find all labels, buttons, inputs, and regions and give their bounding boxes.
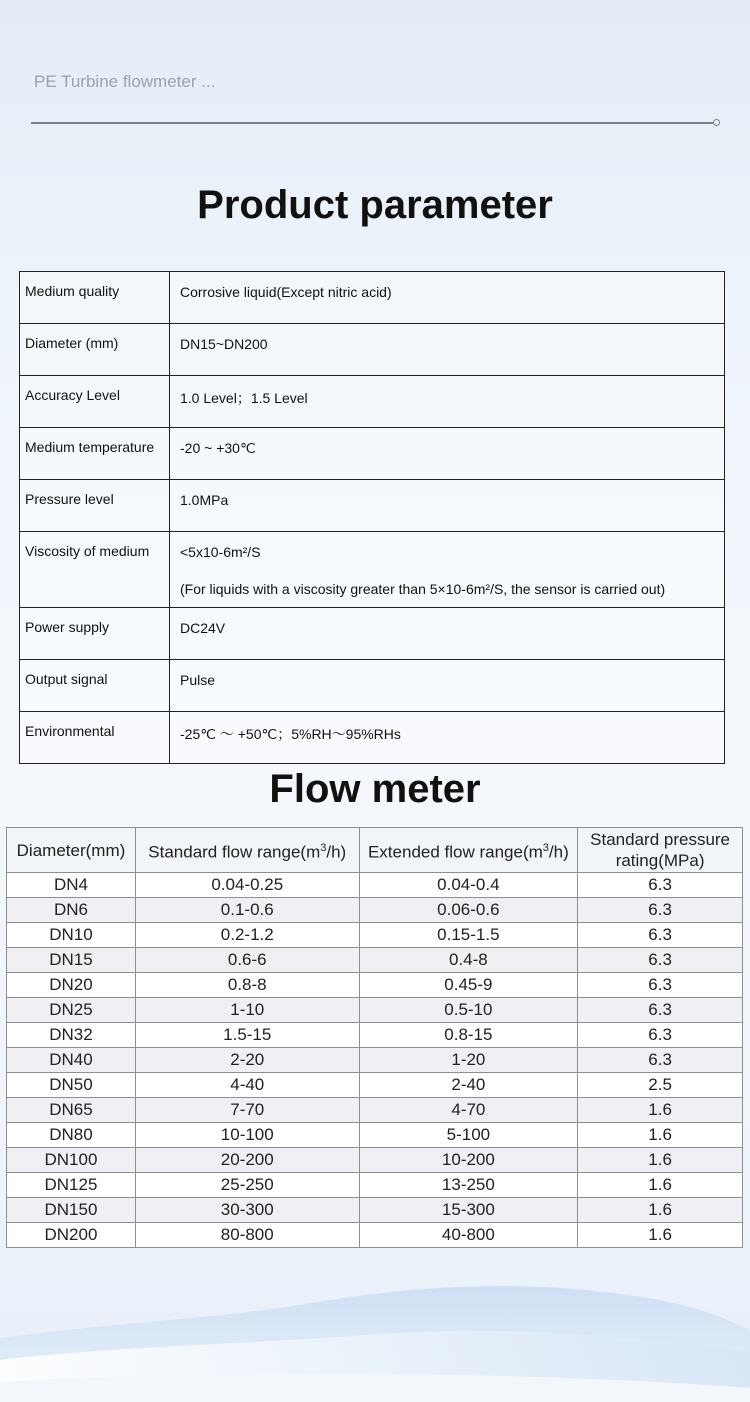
flow-meter-title: Flow meter xyxy=(269,767,481,811)
cell-pressure: 6.3 xyxy=(578,1048,743,1073)
cell-standard-flow: 30-300 xyxy=(135,1198,359,1223)
cell-diameter: DN4 xyxy=(7,873,136,898)
param-label: Power supply xyxy=(20,608,170,660)
cell-standard-flow: 1.5-15 xyxy=(135,1023,359,1048)
col-header-extended-flow: Extended flow $range(m^3/h)$ xyxy=(359,828,578,873)
param-row xyxy=(20,660,725,712)
table-row xyxy=(7,973,743,998)
cell-standard-flow: 0.8-8 xyxy=(135,973,359,998)
cell-extended-flow: 0.06-0.6 xyxy=(359,898,578,923)
product-parameter-table xyxy=(19,271,725,764)
param-value: -25℃ ～ +50℃；5%RH～95%RHs xyxy=(170,712,725,764)
param-value xyxy=(170,532,725,608)
header-title: PE Turbine flowmeter ... xyxy=(34,72,216,91)
param-row xyxy=(20,428,725,480)
cell-diameter: DN32 xyxy=(7,1023,136,1048)
cell-diameter: DN40 xyxy=(7,1048,136,1073)
cell-extended-flow: 0.45-9 xyxy=(359,973,578,998)
cell-diameter: DN25 xyxy=(7,998,136,1023)
flow-range-table xyxy=(6,827,743,1248)
param-label: Environmental xyxy=(20,712,170,764)
table-header-row xyxy=(7,828,743,873)
table-row xyxy=(7,1098,743,1123)
table-row xyxy=(7,998,743,1023)
param-row xyxy=(20,272,725,324)
cell-extended-flow: 0.8-15 xyxy=(359,1023,578,1048)
cell-pressure: 6.3 xyxy=(578,998,743,1023)
param-value: DN15~DN200 xyxy=(170,324,725,376)
cell-standard-flow: 80-800 xyxy=(135,1223,359,1248)
cell-standard-flow: 4-40 xyxy=(135,1073,359,1098)
cell-pressure: 6.3 xyxy=(578,1023,743,1048)
table-row xyxy=(7,923,743,948)
table-row xyxy=(7,1223,743,1248)
cell-standard-flow: 0.1-0.6 xyxy=(135,898,359,923)
cell-extended-flow: 5-100 xyxy=(359,1123,578,1148)
cell-pressure: 1.6 xyxy=(578,1198,743,1223)
cell-pressure: 1.6 xyxy=(578,1173,743,1198)
cell-pressure: 6.3 xyxy=(578,898,743,923)
cell-diameter: DN100 xyxy=(7,1148,136,1173)
cell-extended-flow: 10-200 xyxy=(359,1148,578,1173)
cell-pressure: 6.3 xyxy=(578,923,743,948)
table-row xyxy=(7,873,743,898)
param-label: Medium temperature xyxy=(20,428,170,480)
cell-standard-flow: 7-70 xyxy=(135,1098,359,1123)
param-value: -20 ~ +30℃ xyxy=(170,428,725,480)
param-value-line1: <5x10-6m²/S xyxy=(180,544,261,560)
col-header-standard-flow: Standard flow $range(m^3/h)$ xyxy=(135,828,359,873)
cell-pressure: 1.6 xyxy=(578,1098,743,1123)
param-row xyxy=(20,608,725,660)
product-parameter-title: Product parameter xyxy=(197,183,553,227)
header-divider xyxy=(31,122,715,124)
cell-standard-flow: 0.2-1.2 xyxy=(135,923,359,948)
param-value-line2: (For liquids with a viscosity greater than 5×10-6m²/S, the sensor is carried out) xyxy=(180,581,666,597)
cell-standard-flow: 20-200 xyxy=(135,1148,359,1173)
cell-standard-flow: 25-250 xyxy=(135,1173,359,1198)
table-row xyxy=(7,1173,743,1198)
table-row xyxy=(7,1198,743,1223)
cell-pressure: 6.3 xyxy=(578,973,743,998)
param-label: Accuracy Level xyxy=(20,376,170,428)
col-header-diameter: Diameter(mm) xyxy=(7,828,136,873)
param-value: Pulse xyxy=(170,660,725,712)
cell-diameter: DN6 xyxy=(7,898,136,923)
table-row xyxy=(7,1148,743,1173)
param-value: 1.0MPa xyxy=(170,480,725,532)
cell-extended-flow: 0.5-10 xyxy=(359,998,578,1023)
param-value: 1.0 Level；1.5 Level xyxy=(170,376,725,428)
cell-pressure: 1.6 xyxy=(578,1123,743,1148)
cell-diameter: DN10 xyxy=(7,923,136,948)
cell-standard-flow: 0.04-0.25 xyxy=(135,873,359,898)
param-label: Pressure level xyxy=(20,480,170,532)
param-row xyxy=(20,532,725,608)
cell-diameter: DN50 xyxy=(7,1073,136,1098)
cell-diameter: DN125 xyxy=(7,1173,136,1198)
cell-diameter: DN20 xyxy=(7,973,136,998)
cell-extended-flow: 0.04-0.4 xyxy=(359,873,578,898)
cell-standard-flow: 10-100 xyxy=(135,1123,359,1148)
cell-extended-flow: 40-800 xyxy=(359,1223,578,1248)
cell-extended-flow: 0.15-1.5 xyxy=(359,923,578,948)
cell-extended-flow: 0.4-8 xyxy=(359,948,578,973)
param-label: Output signal xyxy=(20,660,170,712)
param-value: DC24V xyxy=(170,608,725,660)
param-row xyxy=(20,480,725,532)
cell-pressure: 2.5 xyxy=(578,1073,743,1098)
cell-pressure: 1.6 xyxy=(578,1223,743,1248)
table-row xyxy=(7,898,743,923)
cell-standard-flow: 0.6-6 xyxy=(135,948,359,973)
cell-diameter: DN65 xyxy=(7,1098,136,1123)
decorative-wave xyxy=(0,1260,750,1402)
param-label: Diameter (mm) xyxy=(20,324,170,376)
cell-extended-flow: 13-250 xyxy=(359,1173,578,1198)
cell-extended-flow: 2-40 xyxy=(359,1073,578,1098)
divider-end-dot xyxy=(713,119,720,126)
param-row xyxy=(20,376,725,428)
cell-standard-flow: 1-10 xyxy=(135,998,359,1023)
cell-standard-flow: 2-20 xyxy=(135,1048,359,1073)
cell-extended-flow: 1-20 xyxy=(359,1048,578,1073)
cell-extended-flow: 4-70 xyxy=(359,1098,578,1123)
param-label: Viscosity of medium xyxy=(20,532,170,608)
cell-pressure: 6.3 xyxy=(578,873,743,898)
table-row xyxy=(7,1073,743,1098)
cell-pressure: 6.3 xyxy=(578,948,743,973)
cell-diameter: DN150 xyxy=(7,1198,136,1223)
table-row xyxy=(7,948,743,973)
cell-diameter: DN200 xyxy=(7,1223,136,1248)
col-header-pressure: Standard pressure rating(MPa) xyxy=(578,828,743,873)
cell-extended-flow: 15-300 xyxy=(359,1198,578,1223)
cell-pressure: 1.6 xyxy=(578,1148,743,1173)
param-label: Medium quality xyxy=(20,272,170,324)
table-row xyxy=(7,1023,743,1048)
cell-diameter: DN15 xyxy=(7,948,136,973)
param-row xyxy=(20,712,725,764)
table-row xyxy=(7,1123,743,1148)
cell-diameter: DN80 xyxy=(7,1123,136,1148)
param-row xyxy=(20,324,725,376)
table-row xyxy=(7,1048,743,1073)
param-value: Corrosive liquid(Except nitric acid) xyxy=(170,272,725,324)
